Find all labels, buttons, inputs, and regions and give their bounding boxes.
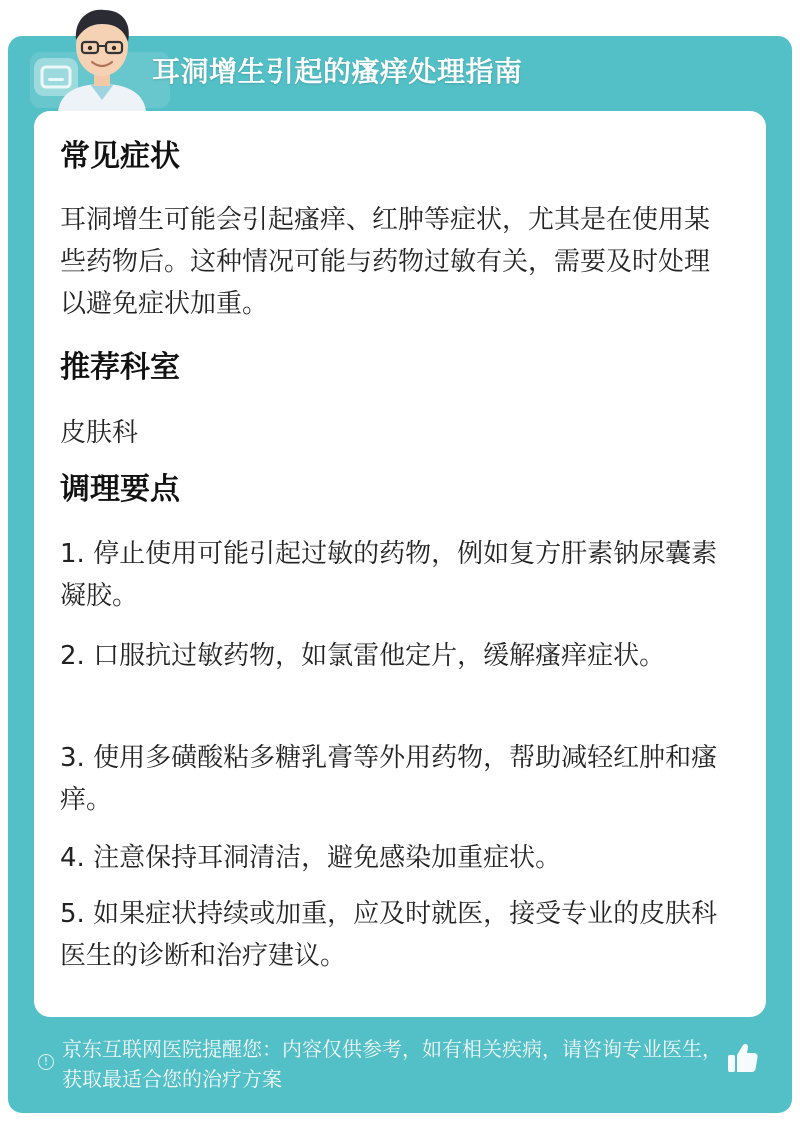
list-item: 5. 如果症状持续或加重，应及时就医，接受专业的皮肤科医生的诊断和治疗建议。 — [60, 899, 718, 971]
list-item: 1. 停止使用可能引起过敏的药物，例如复方肝素钠尿囊素凝胶。 — [60, 539, 718, 611]
department-text: 皮肤科 — [60, 418, 139, 448]
symptoms-text: 耳洞增生可能会引起瘙痒、红肿等症状，尤其是在使用某些药物后。这种情况可能与药物过敏有关，需要及时处理以避免症状加重。 — [60, 205, 711, 319]
info-icon: ! — [38, 1054, 54, 1070]
page-title: 耳洞增生引起的瘙痒处理指南 — [152, 55, 523, 88]
symptoms-heading: 常见症状 — [60, 139, 180, 174]
thumbs-up-icon[interactable] — [724, 1040, 760, 1076]
content-card — [34, 111, 766, 1017]
department-heading: 推荐科室 — [60, 350, 180, 385]
list-item: 4. 注意保持耳洞清洁，避免感染加重症状。 — [60, 843, 562, 873]
care-heading: 调理要点 — [60, 472, 180, 507]
doctor-avatar — [44, 0, 160, 112]
list-item: 3. 使用多磺酸粘多糖乳膏等外用药物，帮助减轻红肿和瘙痒。 — [60, 743, 718, 815]
disclaimer-text: 京东互联网医院提醒您：内容仅供参考，如有相关疾病，请咨询专业医生，获取最适合您的治疗方案 — [62, 1037, 722, 1091]
list-item: 2. 口服抗过敏药物，如氯雷他定片，缓解瘙痒症状。 — [60, 641, 666, 671]
